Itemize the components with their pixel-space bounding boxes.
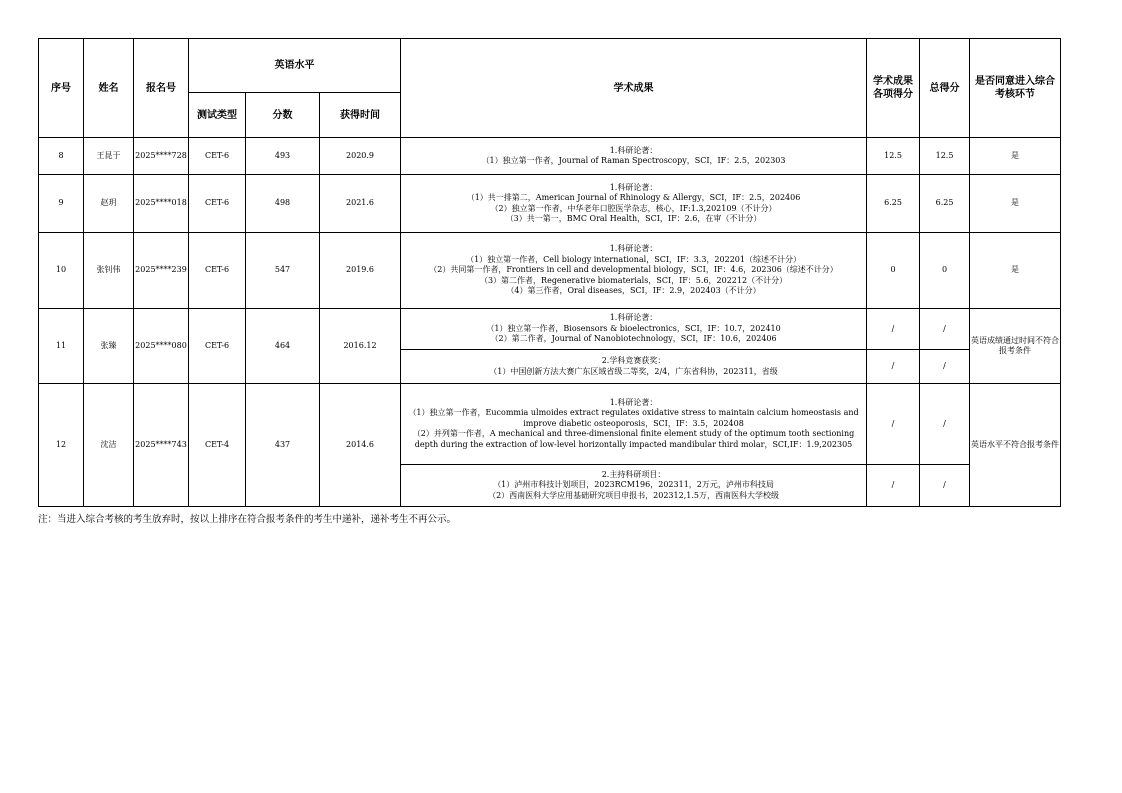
achievement-line: （3）共一第一，BMC Oral Health，SCI，IF：2.6，在审（不计分） <box>505 214 762 223</box>
header-total-score: 总得分 <box>920 39 970 138</box>
item-score-cell: 12.5 <box>867 138 920 175</box>
seq-cell: 11 <box>39 309 84 384</box>
reg-no-cell: 2025****080 <box>134 309 189 384</box>
seq-cell: 10 <box>39 233 84 309</box>
header-test-type: 测试类型 <box>189 93 246 138</box>
achievement-cell <box>401 233 867 309</box>
achievement-line: 1.科研论著： <box>609 145 658 155</box>
total-score-cell: / <box>920 384 970 465</box>
score-cell: 547 <box>246 233 320 309</box>
results-table <box>38 38 1061 507</box>
achievement-cell <box>401 138 867 175</box>
achievement-line: （1）独立第一作者，Cell biology international，SCI，IF：3.3，202201（综述不计分） <box>466 254 801 264</box>
achievement-line: （2）独立第一作者，中华老年口腔医学杂志，核心，IF:1.3,202109（不计分） <box>490 203 777 213</box>
total-score-cell: 0 <box>920 233 970 309</box>
total-score-cell: / <box>920 309 970 350</box>
total-score-cell: / <box>920 465 970 507</box>
name-cell: 赵玥 <box>84 175 134 233</box>
achievement-line: （1）泸州市科技计划项目，2023RCM196，202311，2万元，泸州市科技局 <box>493 480 774 490</box>
agree-cell: 是 <box>970 233 1061 309</box>
name-cell: 沈洁 <box>84 384 134 507</box>
achievement-line: 1.科研论著： <box>609 182 658 192</box>
score-cell: 464 <box>246 309 320 384</box>
reg-no-cell: 2025****743 <box>134 384 189 507</box>
achievement-line: （2）第二作者，Journal of Nanobiotechnology，SCI，IF：10.6，202406 <box>490 334 777 344</box>
achievement-line: 1.科研论著： <box>609 397 658 407</box>
test-type-cell: CET-6 <box>189 233 246 309</box>
item-score-cell: / <box>867 465 920 507</box>
achievement-line: （3）第二作者，Regenerative biomaterials，SCI，IF：5.6，202212（不计分） <box>479 275 788 285</box>
obtained-time-cell: 2020.9 <box>320 138 401 175</box>
header-agree: 是否同意进入综合 考核环节 <box>970 39 1061 138</box>
achievement-line: 1.科研论著： <box>609 244 658 254</box>
achievement-line: 2.学科竞赛获奖： <box>601 356 666 365</box>
seq-cell: 12 <box>39 384 84 507</box>
name-cell: 张臻 <box>84 309 134 384</box>
agree-cell: 英语水平不符合报考条件 <box>970 384 1061 507</box>
header-english-level: 英语水平 <box>189 39 401 93</box>
header-achievements: 学术成果 <box>401 39 867 138</box>
achievement-line: 2.主持科研项目： <box>601 469 666 479</box>
achievement-line: 1.科研论著： <box>609 313 658 323</box>
table-body <box>39 138 1061 507</box>
header-reg-no: 报名号 <box>134 39 189 138</box>
score-cell: 498 <box>246 175 320 233</box>
reg-no-cell: 2025****239 <box>134 233 189 309</box>
reg-no-cell: 2025****018 <box>134 175 189 233</box>
achievement-line: （1）独立第一作者，Journal of Raman Spectroscopy，SCI，IF：2.5，202303 <box>481 156 786 165</box>
header-obtained-time: 获得时间 <box>320 93 401 138</box>
header-item-score: 学术成果 各项得分 <box>867 39 920 138</box>
achievement-cell <box>401 175 867 233</box>
obtained-time-cell: 2016.12 <box>320 309 401 384</box>
obtained-time-cell: 2021.6 <box>320 175 401 233</box>
total-score-cell: / <box>920 350 970 384</box>
table-row <box>39 309 1061 350</box>
achievement-line: （2）共同第一作者，Frontiers in cell and developmental biology，SCI，IF：4.6，202306（综述不计分） <box>429 265 838 275</box>
achievement-line: （1）独立第一作者，Eucommia ulmoides extract regulates oxidative stress to maintain calcium homeostasis and improve diabetic osteoporosis，SCI，IF：3.5，202408 <box>408 408 862 428</box>
agree-cell: 是 <box>970 138 1061 175</box>
table-row <box>39 384 1061 465</box>
achievement-line: （1）独立第一作者，Biosensors & bioelectronics，SCI，IF：10.7，202410 <box>486 323 781 333</box>
test-type-cell: CET-6 <box>189 138 246 175</box>
achievement-line: （1）共一排第二，American Journal of Rhinology & Allergy，SCI，IF：2.5，202406 <box>466 193 801 202</box>
header-seq: 序号 <box>39 39 84 138</box>
score-cell: 437 <box>246 384 320 507</box>
footnote: 注：当进入综合考核的考生放弃时，按以上排序在符合报考条件的考生中递补，递补考生不再公示。 <box>38 514 457 525</box>
achievement-cell <box>401 384 867 465</box>
item-score-cell: / <box>867 384 920 465</box>
seq-cell: 8 <box>39 138 84 175</box>
achievement-cell <box>401 309 867 350</box>
obtained-time-cell: 2014.6 <box>320 384 401 507</box>
achievement-line: （4）第三作者，Oral diseases，SCI，IF：2.9，202403（不计分） <box>506 286 761 296</box>
achievement-line: （1）中国创新方法大赛广东区域省级二等奖，2/4，广东省科协，202311，省级 <box>489 366 778 376</box>
reg-no-cell: 2025****728 <box>134 138 189 175</box>
item-score-cell: 0 <box>867 233 920 309</box>
agree-cell: 英语成绩通过时间不符合报考条件 <box>970 309 1061 384</box>
item-score-cell: / <box>867 350 920 384</box>
total-score-cell: 6.25 <box>920 175 970 233</box>
header-score: 分数 <box>246 93 320 138</box>
seq-cell: 9 <box>39 175 84 233</box>
table-row <box>39 233 1061 309</box>
table-row <box>39 175 1061 233</box>
item-score-cell: 6.25 <box>867 175 920 233</box>
score-cell: 493 <box>246 138 320 175</box>
name-cell: 王昆于 <box>84 138 134 175</box>
table-row <box>39 138 1061 175</box>
achievement-cell <box>401 350 867 384</box>
name-cell: 张钊伟 <box>84 233 134 309</box>
test-type-cell: CET-6 <box>189 175 246 233</box>
item-score-cell: / <box>867 309 920 350</box>
header-name: 姓名 <box>84 39 134 138</box>
test-type-cell: CET-4 <box>189 384 246 507</box>
test-type-cell: CET-6 <box>189 309 246 384</box>
obtained-time-cell: 2019.6 <box>320 233 401 309</box>
achievement-line: （2）并列第一作者，A mechanical and three-dimensional finite element study of the optimum tooth sectioning depth during the extraction of low-level horizontally impacted mandibular third molar，SCI,IF：1.9,202305 <box>412 429 857 449</box>
agree-cell: 是 <box>970 175 1061 233</box>
achievement-line: （2）西南医科大学应用基础研究项目申报书，202312,1.5万，西南医科大学校级 <box>488 490 779 500</box>
achievement-cell <box>401 465 867 507</box>
total-score-cell: 12.5 <box>920 138 970 175</box>
